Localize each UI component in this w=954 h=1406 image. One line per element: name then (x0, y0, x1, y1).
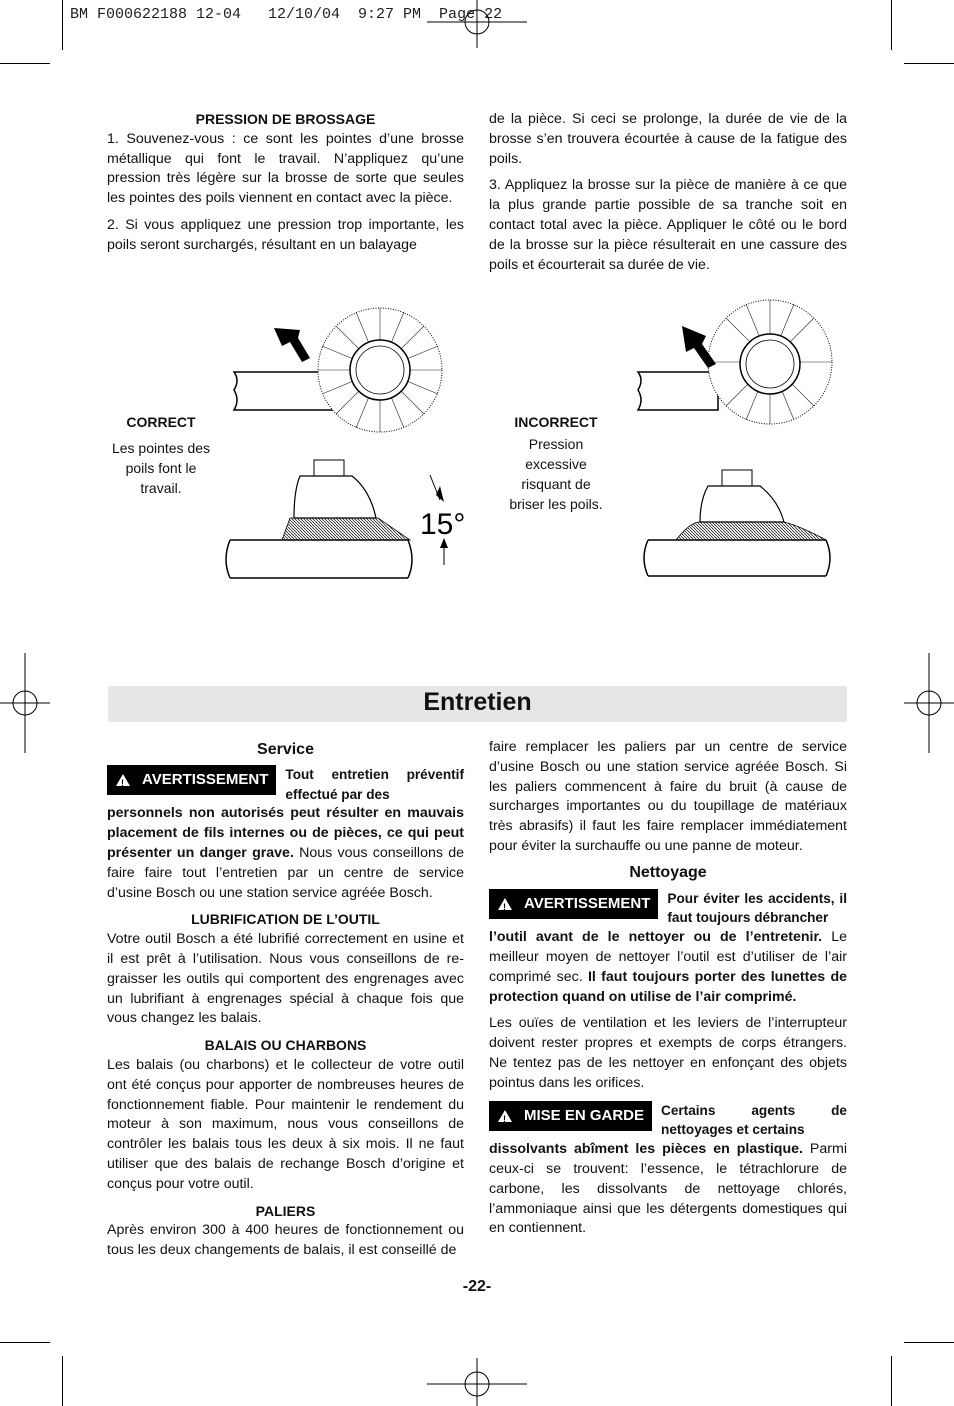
nettoyage-warning-badge: ! AVERTISSEMENT (489, 889, 658, 919)
pression-paragraph-1: 1. Souvenez-vous : ce sont les pointes d’une brosse métallique qui font le travail. N’appliquez qu’une pression très légère sur la brosse de sorte que seules les pointes des poils viennent en contact avec la pièce. (107, 130, 464, 207)
maintenance-right-column: faire remplacer les paliers par un centre de service d’usine Bosch ou une station service agréée Bosch. Si les paliers commencent à faire du bruit (à cause de surcharges importantes ou du toupillage de matériaux très abrasifs) il faut les faire remplacer immédiatement pour éviter la surchauffe ou une panne de moteur. Nettoyage ! AVERTISSEMENT Pour éviter les accidents, il faut toujours débrancher l’outil avant de le nettoyer ou de l’entretenir. Le meilleur moyen de nettoyer l’outil est d’utiliser de l’air comprimé sec. Il faut toujours porter des lunettes de protection quand on utilise de l’air comprimé. Les ouïes de ventilation et les leviers de l’interrupteur doivent rester propres et exempts de corps étrangers. Ne tentez pas de les nettoyer en enfonçant des objets pointus dans les orifices. ! MISE EN GARDE Certains agents de nettoyages et certains dissolvants abîment les pièces en plastique. Parmi ceux-ci se trouvent: l’essence, le tétrachlorure de carbone, les dissolvants de nettoyage chlorés, l’ammoniaque ainsi que les détergents domestiques qui en contiennent. (489, 738, 847, 1239)
maintenance-left-column: Service ! AVERTISSEMENT Tout entretien préventif effectué par des personnels non autorisés peut résulter en mauvais placement de fils internes ou de pièces, ce qui peut présenter un danger grave. Nous vous conseillons de faire faire tout l’entretien par un centre de service d’usine Bosch ou une station service agréée Bosch. LUBRIFICATION DE L’OUTIL Votre outil Bosch a été lubrifié correctement en usine et il est prêt à l’utilisation. Nous vous conseillons de re-graisser les outils qui comportent des engrenages avec un lubrifiant à engrenages spécial à chaque fois que vous changez les balais. BALAIS OU CHARBONS Les balais (ou charbons) et le collecteur de votre outil ont été conçus pour apporter de nombreuses heures de fonctionnement fiable. Pour maintenir le rendement du moteur à son maximum, nous vous conseillons de contrôler les balais tous les deux à six mois. Il ne faut utiliser que des balais de rechange Bosch d’origine et conçus pour votre outil. PALIERS Après environ 300 à 400 heures de fonctionnement ou tous les deux changements de balais, il est conseillé de (107, 740, 464, 1261)
service-warning-badge: ! AVERTISSEMENT (107, 765, 276, 795)
print-header: BM F000622188 12-04 12/10/04 9:27 PM Page 22 (70, 6, 503, 23)
pression-title: PRESSION DE BROSSAGE (195, 111, 376, 127)
service-heading: Service (257, 741, 314, 758)
section-title: Entretien (423, 688, 532, 716)
page-number: -22- (462, 1278, 492, 1295)
nettoyage-warning: ! AVERTISSEMENT Pour éviter les accidents, il faut toujours débrancher (489, 889, 847, 929)
paliers-title: PALIERS (255, 1202, 316, 1219)
pression-left-column (107, 110, 464, 256)
section-header-bar (108, 686, 847, 722)
angle-label: 15° (420, 508, 466, 541)
nettoyage-paragraph: Les ouïes de ventilation et les leviers de l’interrupteur doivent rester propres et exempts de corps étrangers. Ne tentez pas de les nettoyer en enfonçant des objets pointus dans les orifices. (489, 1015, 847, 1091)
correct-label: CORRECT (126, 414, 196, 430)
lubrification-text: Votre outil Bosch a été lubrifié correctement en usine et il est prêt à l’utilisation. Nous vous conseillons de re-graisser les outils qui comportent des engrenages avec un lubrifiant à engrenages spécial à chaque fois que vous changez les balais. (107, 931, 464, 1027)
cup-brush-correct-icon (226, 460, 448, 578)
incorrect-caption: INCORRECT Pression excessive risquant de briser les poils. (500, 412, 612, 514)
pression-right-column (489, 110, 847, 275)
warning-triangle-icon (116, 774, 130, 786)
balais-text: Les balais (ou charbons) et le collecteur de votre outil ont été conçus pour apporter de nombreuses heures de fonctionnement fiable. Pour maintenir le rendement du moteur à son maximum, nous vous conseillons de contrôler les balais tous les deux à six mois. Il ne faut utiliser que des balais de rechange Bosch d’origine et conçus pour votre outil. (107, 1056, 464, 1192)
correct-caption: CORRECT Les pointes des poils font le travail. (105, 412, 217, 498)
pression-paragraph-2-cont: de la pièce. Si ceci se prolonge, la durée de vie de la brosse s’en trouvera écourtée à cause de la fatigue des poils. (489, 111, 847, 167)
wheel-brush-correct-icon (234, 308, 442, 432)
wheel-brush-incorrect-icon (638, 300, 832, 424)
paliers-text-cont: faire remplacer les paliers par un centre de service d’usine Bosch ou une station service agréée Bosch. Si les paliers commencent à faire du bruit (à cause de surcharges importantes ou du toupillage de matériaux très abrasifs) il faut les faire remplacer immédiatement pour éviter la surchauffe ou une panne de moteur. (489, 739, 847, 854)
caution-badge: ! MISE EN GARDE (489, 1101, 652, 1131)
incorrect-label: INCORRECT (514, 414, 598, 430)
balais-title: BALAIS OU CHARBONS (204, 1037, 367, 1054)
nettoyage-heading: Nettoyage (629, 863, 707, 881)
pression-paragraph-3: 3. Appliquez la brosse sur la pièce de manière à ce que la plus grande partie possible de sa tranche soit en contact total avec la pièce. Appliquer le côté ou le bord de la brosse sur la pièce résulterait en une cassure des poils et écourterait sa durée de vie. (489, 177, 847, 273)
warning-triangle-icon (498, 898, 512, 910)
lubrification-title: LUBRIFICATION DE L’OUTIL (191, 911, 380, 928)
nettoyage-caution: ! MISE EN GARDE Certains agents de nettoyages et certains (489, 1101, 847, 1141)
pression-paragraph-2: 2. Si vous appliquez une pression trop importante, les poils seront surchargés, résultant en un balayage (107, 216, 464, 253)
warning-triangle-icon (498, 1110, 512, 1122)
paliers-text: Après environ 300 à 400 heures de fonctionnement ou tous les deux changements de balais, il est conseillé de (107, 1222, 464, 1259)
service-warning: ! AVERTISSEMENT Tout entretien préventif effectué par des (107, 765, 464, 805)
cup-brush-incorrect-icon (644, 470, 830, 576)
